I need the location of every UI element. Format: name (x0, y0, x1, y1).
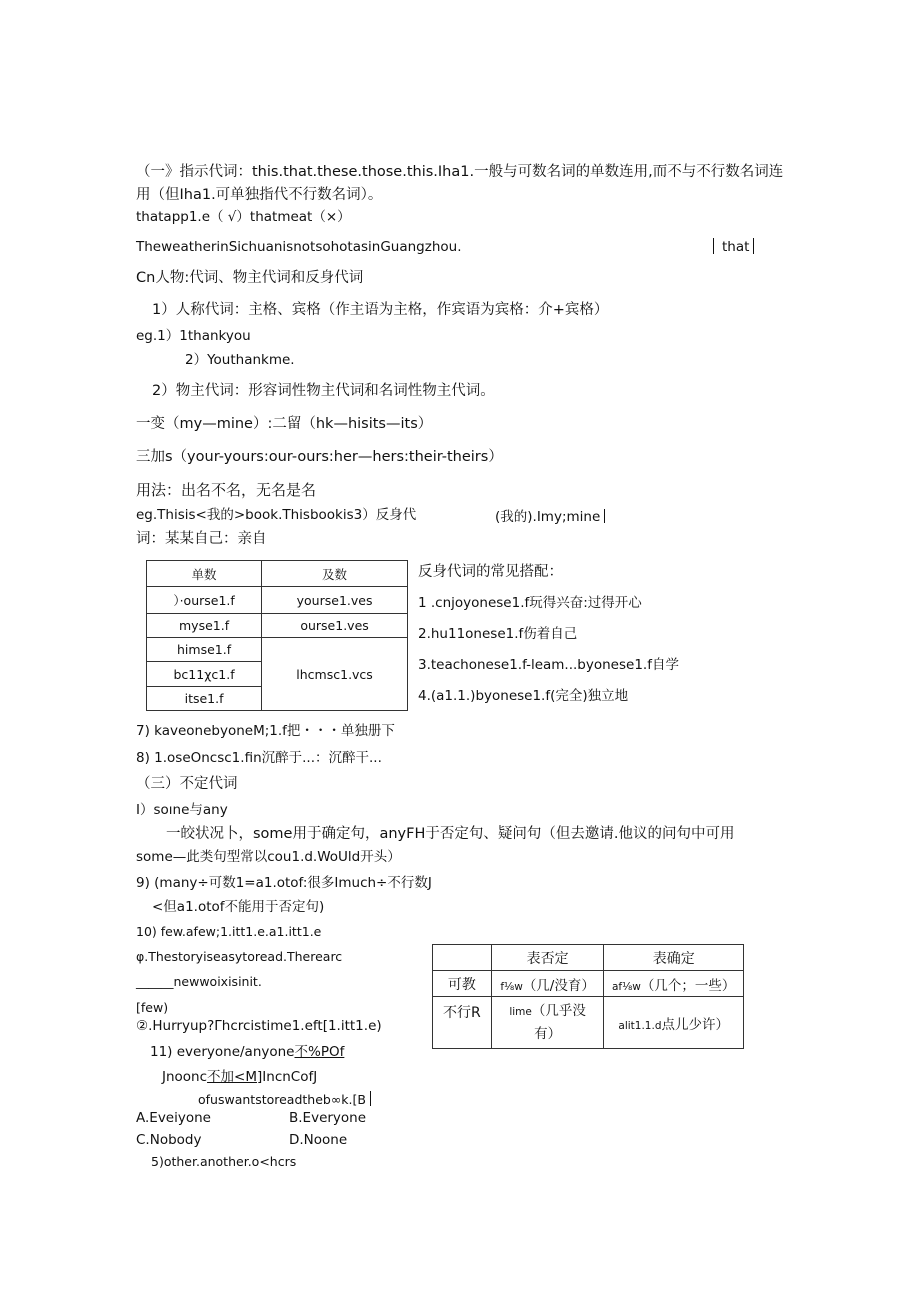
option-d: D.Noone (289, 1132, 348, 1148)
few-table-countable-negative (491, 971, 604, 997)
example-1: eg.1）1thankyou (136, 328, 251, 344)
jnoonc-underlined: 不加<M] (207, 1069, 263, 1085)
item-9: 9) (many÷可数1=a1.otof:很多Imuch÷不行数J (136, 875, 432, 891)
reflexive-singular-4: bc11χc1.f (147, 662, 262, 687)
rule-2: 三加s（your-yours:our-ours:her—hers:their-theirs） (136, 449, 503, 465)
answer-few: [few) (136, 1000, 169, 1015)
reflexive-plural-1: yourse1.ves (262, 587, 408, 614)
some-any-heading: I）soıne与any (136, 802, 228, 818)
option-b: B.Everyone (289, 1110, 367, 1126)
reflexive-plural-2: ourse1.ves (262, 614, 408, 638)
section1-line4: TheweatherinSichuanisnotsohotasinGuangzhou. (136, 239, 462, 255)
example-blank: ______newwoixisinit. (136, 974, 262, 989)
few-table-header-positive: 表确定 (604, 945, 744, 971)
reflexive-definition: 词：某某自己：亲自 (136, 531, 267, 547)
few-table-row-countable: 可教 (433, 971, 492, 997)
few-table-uncountable-positive (604, 997, 744, 1049)
option-c: C.Nobody (136, 1132, 202, 1148)
reflexive-singular-3: himse1.f (147, 638, 262, 662)
pronoun-item1: 1）人称代词：主格、宾格（作主语为主格，作宾语为宾格：介+宾格） (152, 302, 609, 318)
section1-line4-right: that (722, 239, 750, 255)
reflexive-header-singular: 单数 (147, 561, 262, 587)
reflexive-header-plural: 及数 (262, 561, 408, 587)
collocation-2: 2.hu11onese1.f伤着自己 (418, 626, 578, 642)
little-meaning: （几乎没 (531, 1002, 586, 1019)
item-11-text: 11) everyone/anyone (150, 1044, 295, 1060)
example-2: 2）Youthankme. (185, 352, 295, 368)
bracket-right (753, 238, 754, 254)
a-little-meaning: 点儿少许） (661, 1016, 729, 1033)
a-little-word: alit1.1.d (618, 1019, 662, 1032)
pronoun-item2: 2）物主代词：形容词性物主代词和名词性物主代词。 (152, 383, 495, 399)
few-meaning: （几/没育） (522, 977, 595, 994)
reflexive-singular-2: myse1.f (147, 614, 262, 638)
some-any-para1: 一皎状况卜，some用于确定句，anyFH于否定句、疑问句（但去邀请.他议的问句中可用 (166, 826, 735, 842)
rule-1: 一变（my—mine）:二留（hk—hisits—its） (136, 416, 433, 432)
item-7: 7) kaveonebyoneM;1.f把・・・单独册下 (136, 723, 395, 739)
few-little-table (432, 944, 744, 1049)
item-10: 10) few.afew;1.itt1.e.a1.itt1.e (136, 924, 322, 939)
item-9b: <但a1.otof不能用于否定句) (152, 899, 325, 915)
some-any-para2: some—此类句型常以cou1.d.WoUld开头） (136, 849, 401, 865)
bracket-left (713, 238, 714, 254)
few-word: f⅛w (500, 980, 523, 993)
reflexive-plural-3: lhcmsc1.vcs (262, 638, 408, 711)
collocation-3: 3.teachonese1.f-leam...byonese1.f自学 (418, 657, 679, 673)
example-3-right: (我的).Imy;mine (495, 509, 601, 525)
a-few-word: af⅛w (612, 980, 641, 993)
section1-line3: thatapp1.e（ √）thatmeat（×） (136, 209, 351, 225)
few-table-corner (433, 945, 492, 971)
jnoonc-pre: Jnoonc (162, 1069, 208, 1085)
collocation-4: 4.(a1.1.)byonese1.f(完全)独立地 (418, 688, 629, 704)
section1-line1: （一》指示代词：this.that.these.those.this.Iha1.一般与可数名词的单数连用,而不与不行数名词连 (136, 164, 784, 180)
collocation-1: 1 .cnjoyonese1.f玩得兴奋:过得开心 (418, 595, 642, 611)
option-a: A.Eveiyone (136, 1110, 211, 1126)
jnoonc-line (162, 1071, 317, 1085)
reflexive-table (146, 560, 408, 711)
item-11 (150, 1046, 344, 1060)
example-hurry: ②.Hurryup?Γhcrcistime1.eft[1.itt1.e) (136, 1018, 382, 1034)
example-3: eg.Thisis<我的>book.Thisbookis3）反身代 (136, 507, 417, 523)
question-ofus: ofuswantstoreadtheb∞k.[B (198, 1092, 366, 1107)
few-table-header-negative: 表否定 (491, 945, 604, 971)
few-table-row-uncountable: 不行R (433, 997, 492, 1049)
few-table-countable-positive (604, 971, 744, 997)
bracket-question (370, 1091, 371, 1106)
reflexive-singular-5: itse1.f (147, 687, 262, 711)
item-11-underlined: 不%POf (294, 1044, 345, 1060)
section2-heading: Cn人物:代词、物主代词和反身代词 (136, 270, 364, 286)
little-meaning-cont: 有） (534, 1025, 562, 1042)
example-phi: φ.Thestoryiseasytoread.Therearc (136, 949, 343, 964)
collocations-title: 反身代词的常见搭配： (418, 564, 563, 580)
a-few-meaning: （几个；一些） (640, 977, 736, 994)
usage-line: 用法：出名不名，无名是名 (136, 481, 317, 499)
jnoonc-post: IncnCofJ (262, 1069, 318, 1085)
item-5-other: 5)other.another.o<hcrs (151, 1154, 297, 1169)
few-table-uncountable-negative (491, 997, 604, 1049)
section1-line2: 用（但Iha1.可单独指代不行数名词）。 (136, 187, 383, 203)
little-word: lime (509, 1005, 532, 1018)
bracket-mine (604, 509, 605, 523)
item-8: 8) 1.oseOncsc1.fin沉醉于...：沉醉干... (136, 750, 382, 766)
section3-heading: （三）不定代词 (136, 776, 238, 792)
reflexive-singular-1: ）·ourse1.f (147, 587, 262, 614)
